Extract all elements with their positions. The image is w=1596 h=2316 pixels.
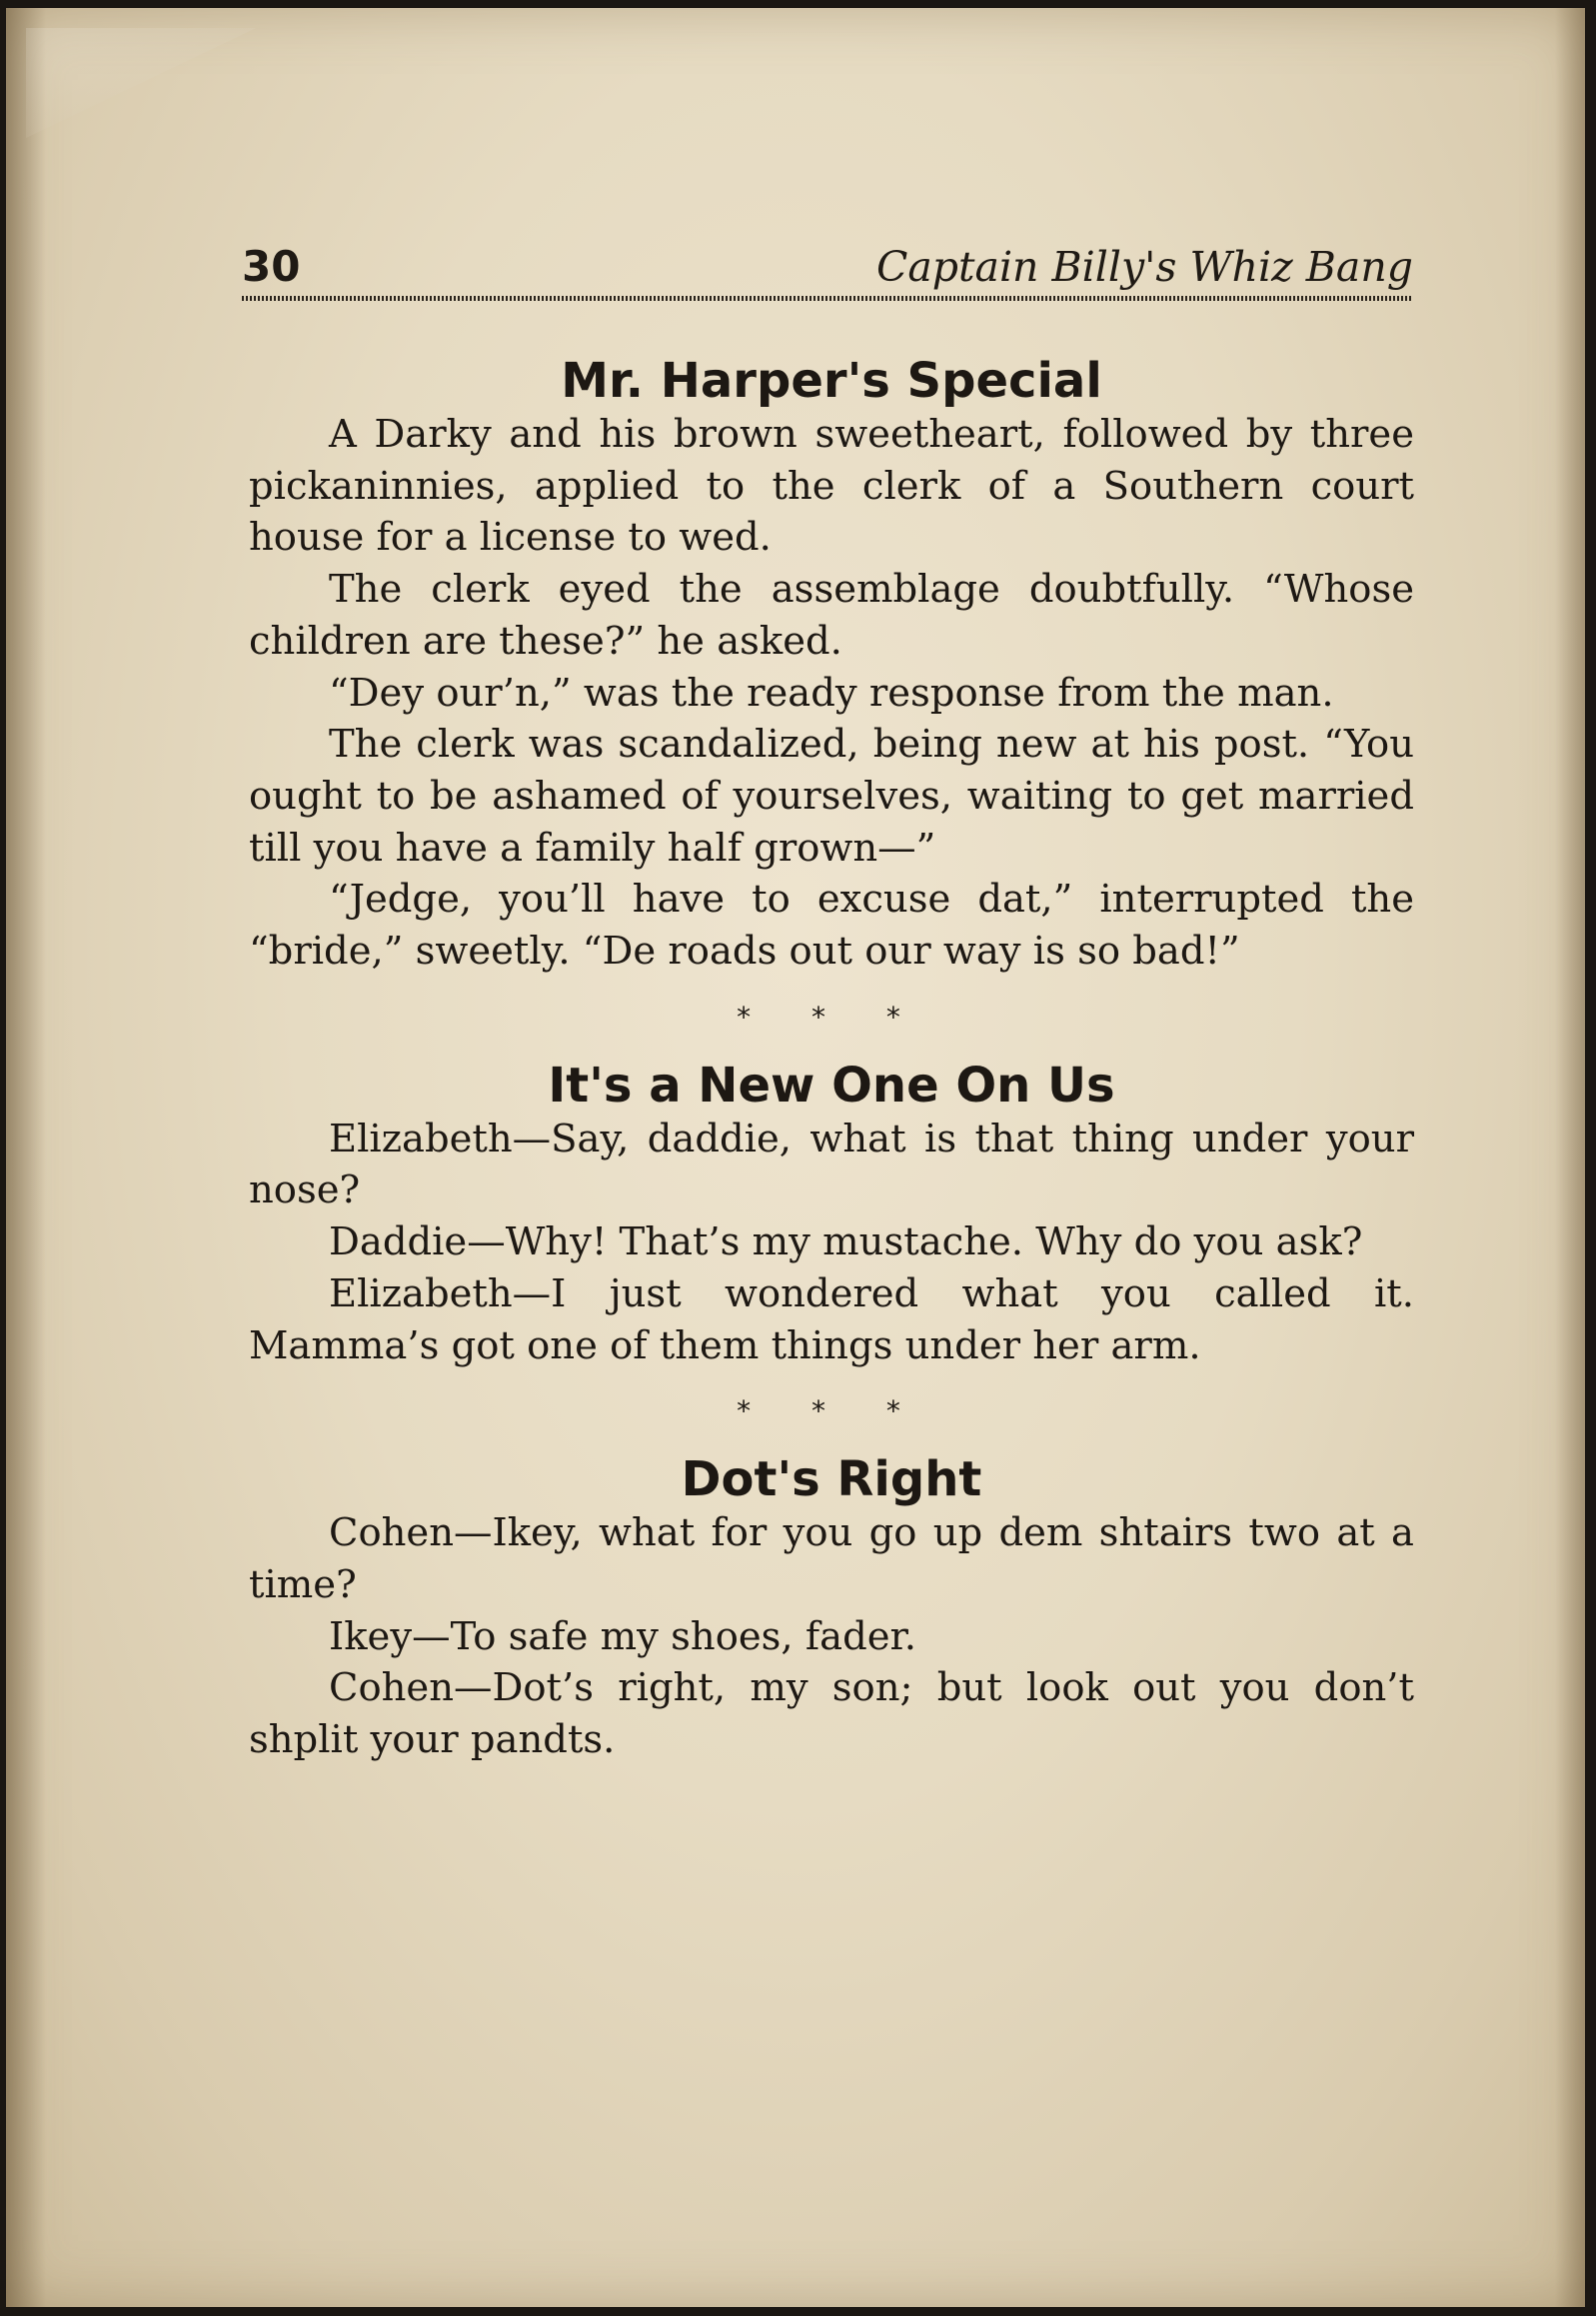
story-paragraph: Daddie—Why! That’s my mustache. Why do you ask? — [329, 1219, 1363, 1265]
story-paragraph: A Darky and his brown sweetheart, followed by three pickaninnies, applied to the clerk of a Southern court house for a license to wed. — [249, 412, 1414, 561]
folded-corner — [26, 28, 256, 138]
page-header — [242, 236, 1413, 298]
story-paragraph: Elizabeth—I just wondered what you called it. Mamma’s got one of them things under her arm. — [249, 1270, 1414, 1368]
running-title: Captain Billy's Whiz Bang — [875, 243, 1413, 291]
story-paragraph: “Jedge, you’ll have to excuse dat,” interrupted the “bride,” sweetly. “De roads out our way is so bad!” — [249, 877, 1414, 975]
story-paragraph: The clerk eyed the assemblage doubtfully. “Whose children are these?” he asked. — [249, 567, 1414, 664]
page-number: 30 — [242, 242, 301, 291]
story-dots-right — [249, 1451, 1414, 1766]
story-paragraph: The clerk was scandalized, being new at his post. “You ought to be ashamed of yourselves, waiting to get married till you have a family half grown—” — [249, 722, 1414, 871]
story-paragraph: “Dey our’n,” was the ready response from the man. — [329, 670, 1334, 716]
story-mr-harpers-special — [249, 353, 1414, 978]
story-paragraph: Cohen—Ikey, what for you go up dem shtairs two at a time? — [249, 1510, 1414, 1607]
story-title: Mr. Harper's Special — [561, 353, 1102, 409]
story-paragraph: Ikey—To safe my shoes, fader. — [329, 1613, 916, 1659]
story-its-a-new-one-on-us — [249, 1058, 1414, 1372]
section-separator: * * * — [737, 1000, 926, 1034]
story-title: It's a New One On Us — [548, 1057, 1115, 1114]
page-content — [249, 353, 1414, 1766]
header-rule — [242, 296, 1413, 301]
story-title: Dot's Right — [681, 1451, 982, 1508]
section-separator: * * * — [737, 1394, 926, 1428]
story-paragraph: Elizabeth—Say, daddie, what is that thing under your nose? — [249, 1116, 1414, 1213]
story-paragraph: Cohen—Dot’s right, my son; but look out you don’t shplit your pandts. — [249, 1665, 1414, 1763]
book-page — [6, 8, 1585, 2307]
